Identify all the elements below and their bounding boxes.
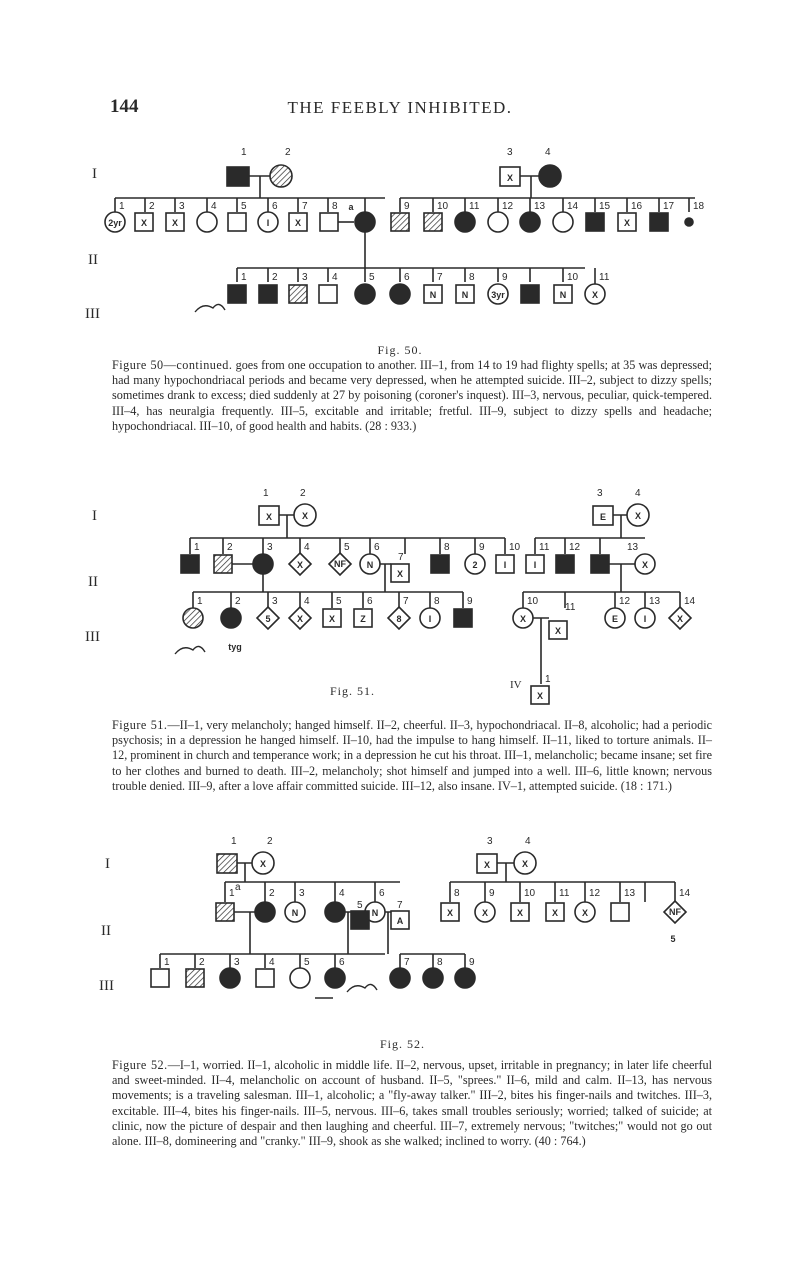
svg-text:2: 2 (300, 488, 306, 499)
svg-text:NF: NF (669, 907, 681, 917)
svg-text:X: X (446, 908, 454, 918)
svg-text:X: X (581, 908, 589, 918)
svg-text:1: 1 (241, 147, 247, 158)
svg-text:N: N (461, 290, 469, 300)
svg-text:4: 4 (211, 201, 217, 212)
svg-text:7: 7 (403, 596, 409, 607)
svg-text:2: 2 (267, 836, 273, 847)
svg-text:11: 11 (599, 272, 610, 283)
svg-text:9: 9 (489, 888, 495, 899)
generation-label-iii: III (85, 306, 100, 322)
svg-text:14: 14 (567, 201, 579, 212)
svg-text:8: 8 (469, 272, 475, 283)
generation-label-ii: II (88, 252, 98, 268)
svg-text:3: 3 (272, 596, 278, 607)
svg-text:1: 1 (545, 674, 551, 685)
svg-text:2: 2 (227, 542, 233, 553)
running-head: THE FEEBLY INHIBITED. (287, 98, 513, 117)
svg-text:IV: IV (510, 679, 522, 691)
svg-text:18: 18 (693, 201, 705, 212)
figure-caption: Fig. 51. (330, 684, 376, 698)
svg-text:N: N (371, 908, 379, 918)
svg-text:8: 8 (434, 596, 440, 607)
svg-text:X: X (483, 860, 491, 870)
svg-text:3: 3 (179, 201, 185, 212)
svg-text:4: 4 (304, 596, 310, 607)
generation-label-ii: II (101, 923, 111, 939)
svg-text:1: 1 (231, 836, 237, 847)
svg-text:6: 6 (379, 888, 385, 899)
svg-text:10: 10 (527, 596, 539, 607)
svg-text:7: 7 (437, 272, 443, 283)
generation-label-ii: II (88, 574, 98, 590)
svg-text:X: X (521, 859, 529, 869)
svg-text:I: I (428, 614, 432, 624)
svg-text:11: 11 (559, 888, 570, 899)
svg-text:14: 14 (679, 888, 691, 899)
svg-text:3: 3 (267, 542, 273, 553)
figure-text-body: —I–1, worried. II–1, alcoholic in middle life. II–2, nervous, upset, irritable in pregnancy; in later life cheerful and sweet-minded. II–4, melancholic on account of husband. II–5, "sprees." II–6, mild and calm. II–13, has nervous movements; is a traveling salesman. III–1, alcoholic; a "fly-away talker." III–2, bites his finger-nails and twitches. III–3, excitable. III–4, bites his finger-nails. III–5, nervous. III–6, takes small troubles seriously; worried; talked of suicide; at clinic, now the picture of despair and then laughing and cheerful. III–7, extremely nervous; "twitches;" would not go out alone. III–8, domineering and "cranky." III–9, shook as she walked; inclined to worry. (40 : 764.) (112, 1058, 712, 1149)
svg-text:2: 2 (149, 201, 155, 212)
svg-text:13: 13 (534, 201, 546, 212)
generation-label-i: I (92, 508, 97, 524)
svg-text:4: 4 (339, 888, 345, 899)
svg-text:3yr: 3yr (491, 290, 505, 300)
svg-text:N: N (429, 290, 437, 300)
svg-text:7: 7 (398, 552, 404, 563)
svg-text:1: 1 (119, 201, 125, 212)
female-partial (270, 165, 292, 187)
svg-text:8: 8 (396, 614, 402, 624)
svg-text:3: 3 (487, 836, 493, 847)
svg-text:2: 2 (472, 560, 478, 570)
svg-text:1: 1 (197, 596, 203, 607)
svg-text:10: 10 (567, 272, 579, 283)
svg-text:5: 5 (336, 596, 342, 607)
svg-text:8: 8 (444, 542, 450, 553)
figure-text-title: Figure 51. (112, 718, 168, 732)
svg-text:7: 7 (302, 201, 308, 212)
svg-text:5: 5 (357, 900, 363, 911)
generation-label-iii: III (99, 978, 114, 994)
svg-text:3: 3 (597, 488, 603, 499)
pedigree-figure-51 (55, 478, 745, 718)
svg-text:10: 10 (437, 201, 449, 212)
svg-text:5: 5 (670, 934, 676, 944)
svg-text:2: 2 (269, 888, 275, 899)
svg-text:I: I (533, 560, 537, 570)
svg-text:7: 7 (397, 900, 403, 911)
svg-text:11: 11 (539, 542, 550, 553)
svg-text:a: a (348, 202, 354, 212)
svg-text:2yr: 2yr (108, 218, 122, 228)
svg-text:6: 6 (404, 272, 410, 283)
svg-text:X: X (481, 908, 489, 918)
svg-text:X: X (140, 218, 148, 228)
svg-text:15: 15 (599, 201, 611, 212)
svg-text:12: 12 (619, 596, 631, 607)
svg-text:11: 11 (469, 201, 480, 212)
svg-text:4: 4 (332, 272, 338, 283)
svg-text:8: 8 (437, 957, 443, 968)
svg-text:4: 4 (635, 488, 641, 499)
svg-text:X: X (294, 218, 302, 228)
svg-text:X: X (554, 626, 562, 636)
svg-text:2: 2 (285, 147, 291, 158)
svg-text:X: X (296, 614, 304, 624)
svg-text:14: 14 (684, 596, 696, 607)
figure-text (112, 1058, 712, 1149)
svg-text:X: X (519, 614, 527, 624)
male-affected (227, 167, 249, 186)
male-ii-8 (320, 213, 338, 231)
svg-text:5: 5 (344, 542, 350, 553)
svg-text:Z: Z (360, 614, 366, 624)
svg-text:8: 8 (332, 201, 338, 212)
svg-text:11: 11 (565, 602, 576, 613)
svg-text:9: 9 (467, 596, 473, 607)
figure-text-title: Figure 52. (112, 1058, 168, 1072)
svg-text:13: 13 (649, 596, 661, 607)
svg-text:2: 2 (272, 272, 278, 283)
svg-text:10: 10 (509, 542, 521, 553)
svg-text:I: I (643, 614, 647, 624)
svg-text:X: X (536, 691, 544, 701)
figure-text (112, 358, 712, 434)
svg-text:5: 5 (265, 614, 271, 624)
svg-text:X: X (591, 290, 599, 300)
svg-text:I: I (503, 560, 507, 570)
svg-text:6: 6 (367, 596, 373, 607)
svg-text:1: 1 (263, 488, 269, 499)
svg-text:X: X (634, 511, 642, 521)
figure-caption: Fig. 50. (377, 343, 423, 357)
hand-pointer-icon (175, 646, 205, 654)
svg-text:6: 6 (272, 201, 278, 212)
svg-text:9: 9 (502, 272, 508, 283)
svg-text:E: E (599, 512, 607, 522)
svg-text:X: X (265, 512, 273, 522)
svg-text:5: 5 (304, 957, 310, 968)
svg-text:7: 7 (404, 957, 410, 968)
svg-text:X: X (328, 614, 336, 624)
svg-text:9: 9 (404, 201, 410, 212)
svg-text:X: X (551, 908, 559, 918)
svg-text:X: X (296, 560, 304, 570)
svg-text:1: 1 (229, 888, 235, 899)
svg-text:8: 8 (454, 888, 460, 899)
figure-text (112, 718, 712, 794)
svg-text:X: X (623, 218, 631, 228)
svg-text:3: 3 (299, 888, 305, 899)
svg-text:4: 4 (269, 957, 275, 968)
annotation-tyg: tyg (228, 642, 242, 652)
generation-label-i: I (92, 166, 97, 182)
svg-text:X: X (516, 908, 524, 918)
svg-text:2: 2 (199, 957, 205, 968)
svg-text:9: 9 (479, 542, 485, 553)
svg-text:6: 6 (339, 957, 345, 968)
svg-text:1: 1 (164, 957, 170, 968)
svg-text:X: X (676, 614, 684, 624)
svg-text:9: 9 (469, 957, 475, 968)
svg-text:A: A (396, 916, 404, 926)
svg-text:NF: NF (334, 559, 346, 569)
svg-text:12: 12 (589, 888, 601, 899)
figure-text-body: —II–1, very melancholy; hanged himself. II–2, cheerful. II–3, hypochondriacal. II–8, alcoholic; had a periodic psychosis; in a depression he hanged himself. II–10, had the impulse to hang himself. II–11, liked to torture animals. II–12, prominent in church and temperance work; in a depression he cut his throat. III–1, melancholic; became insane; set fire to her clothes and burned to death. III–2, melancholy; shot himself and jumped into a well. III–6, little known; nervous trouble denied. III–9, after a love affair committed suicide. III–12, also insane. IV–1, attempted suicide. (18 : 171.) (112, 718, 712, 793)
svg-text:4: 4 (545, 147, 551, 158)
page-number: 144 (110, 96, 139, 117)
svg-text:3: 3 (507, 147, 513, 158)
svg-text:1: 1 (194, 542, 200, 553)
svg-text:X: X (641, 560, 649, 570)
svg-text:4: 4 (525, 836, 531, 847)
svg-text:13: 13 (627, 542, 639, 553)
generation-label-i: I (105, 856, 110, 872)
svg-text:X: X (396, 569, 404, 579)
generation-label-iii: III (85, 629, 100, 645)
svg-text:4: 4 (304, 542, 310, 553)
svg-text:5: 5 (241, 201, 247, 212)
svg-text:N: N (291, 908, 299, 918)
svg-text:2: 2 (235, 596, 241, 607)
hand-pointer-icon (195, 304, 225, 312)
svg-text:10: 10 (524, 888, 536, 899)
svg-text:5: 5 (369, 272, 375, 283)
svg-text:E: E (611, 614, 619, 624)
female-affected (539, 165, 561, 187)
figure-text-body: goes from one occupation to another. III–1, from 14 to 19 had flighty spells; at 35 was depressed; had many hypochondriacal periods and became very depressed, when he attempted suicide. III–2, subject to dizzy spells; sometimes drank to excess; died suddenly at 27 by poisoning (coroner's inquest). III–3, nervous, peculiar, quick-tempered. III–4, has neuralgia frequently. III–5, excitable and irritable; fretful. III–9, subject to dizzy spells and headache; hypochondriacal. III–10, of good health and habits. (28 : 933.) (112, 358, 712, 433)
svg-text:3: 3 (302, 272, 308, 283)
figure-text-title: Figure 50—continued. (112, 358, 233, 372)
svg-text:a: a (235, 882, 241, 893)
svg-text:X: X (301, 511, 309, 521)
svg-text:N: N (366, 560, 374, 570)
pedigree-figure-52 (55, 820, 745, 1040)
svg-text:N: N (559, 290, 567, 300)
pedigree-figure-50 (55, 140, 745, 340)
svg-text:12: 12 (502, 201, 514, 212)
svg-text:17: 17 (663, 201, 675, 212)
hand-pointer-icon (347, 984, 377, 992)
svg-text:13: 13 (624, 888, 636, 899)
svg-text:X: X (171, 218, 179, 228)
svg-text:I: I (266, 218, 270, 228)
svg-text:12: 12 (569, 542, 581, 553)
svg-text:1: 1 (241, 272, 247, 283)
svg-text:16: 16 (631, 201, 643, 212)
svg-text:6: 6 (374, 542, 380, 553)
svg-text:3: 3 (234, 957, 240, 968)
figure-caption: Fig. 52. (380, 1037, 426, 1051)
svg-text:X: X (259, 859, 267, 869)
svg-text:X: X (506, 173, 514, 183)
